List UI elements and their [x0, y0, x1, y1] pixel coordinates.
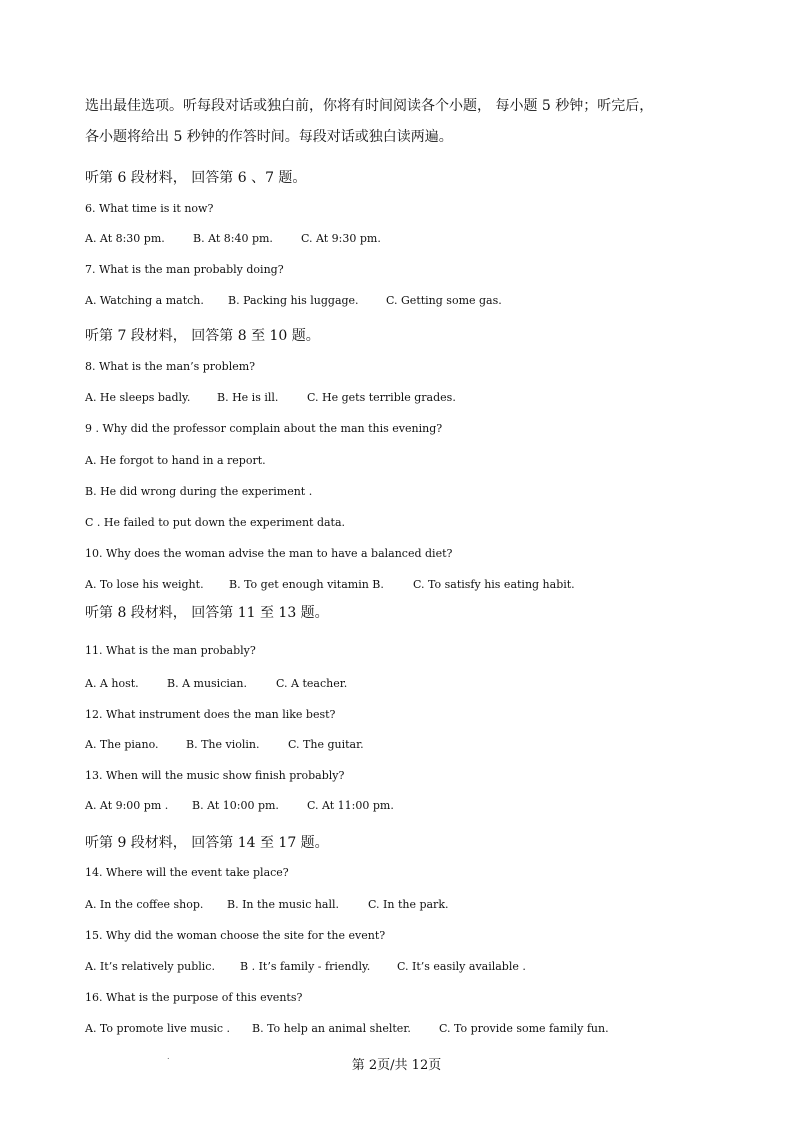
question-7: 7. What is the man probably doing?: [85, 263, 284, 276]
option-a: A. It’s relatively public.: [85, 960, 215, 973]
options-10: [85, 578, 575, 591]
instructions-line-2: 各小题将给出 5 秒钟的作答时间。每段对话或独白读两遍。: [85, 129, 453, 145]
question-9: 9 . Why did the professor complain about the man this evening?: [85, 422, 443, 435]
option-a: A. He sleeps badly.: [85, 391, 191, 404]
option-c: C. It’s easily available .: [397, 960, 526, 973]
option-b: B. Packing his luggage.: [228, 294, 359, 307]
question-8: 8. What is the man’s problem?: [85, 360, 256, 373]
question-13: 13. When will the music show finish probably?: [85, 769, 345, 782]
option-b: B. He is ill.: [217, 391, 279, 404]
options-8: [85, 391, 456, 404]
instructions-line-1: 选出最佳选项。听每段对话或独白前，你将有时间阅读各个小题， 每小题 5 秒钟；听完后，: [85, 98, 654, 114]
option-c: C. A teacher.: [276, 677, 348, 690]
option-a: A. The piano.: [85, 738, 159, 751]
option-9b: B. He did wrong during the experiment .: [85, 485, 313, 498]
option-9a: A. He forgot to hand in a report.: [85, 454, 266, 467]
option-c: C. At 9:30 pm.: [301, 232, 381, 245]
question-16: 16. What is the purpose of this events?: [85, 991, 303, 1004]
option-c: C. The guitar.: [288, 738, 364, 751]
option-a: A. At 8:30 pm.: [85, 232, 165, 245]
options-14: [85, 898, 448, 911]
option-c: C. To satisfy his eating habit.: [413, 578, 575, 591]
options-7: [85, 294, 502, 307]
section-heading-9: 听第 9 段材料， 回答第 14 至 17 题。: [85, 835, 329, 851]
option-a: A. Watching a match.: [85, 294, 204, 307]
option-b: B. At 10:00 pm.: [192, 799, 279, 812]
question-10: 10. Why does the woman advise the man to have a balanced diet?: [85, 547, 453, 560]
section-heading-7: 听第 7 段材料， 回答第 8 至 10 题。: [85, 328, 320, 344]
option-b: B. To get enough vitamin B.: [229, 578, 384, 591]
option-b: B. In the music hall.: [227, 898, 340, 911]
options-13: [85, 799, 394, 812]
option-c: C. At 11:00 pm.: [307, 799, 394, 812]
options-6: [85, 232, 381, 245]
section-heading-8: 听第 8 段材料， 回答第 11 至 13 题。: [85, 605, 329, 621]
question-15: 15. Why did the woman choose the site for the event?: [85, 929, 386, 942]
option-c: C. In the park.: [368, 898, 449, 911]
section-heading-6: 听第 6 段材料， 回答第 6 、7 题。: [85, 170, 307, 186]
options-16: [85, 1022, 609, 1035]
page-footer: 第 2页/共 12页: [351, 1058, 442, 1073]
option-c: C. Getting some gas.: [386, 294, 502, 307]
option-9c: C . He failed to put down the experiment data.: [85, 516, 346, 529]
question-12: 12. What instrument does the man like best?: [85, 708, 336, 721]
option-a: A. A host.: [85, 677, 139, 690]
option-a: A. In the coffee shop.: [85, 898, 204, 911]
options-15: [85, 960, 526, 973]
option-c: C. He gets terrible grades.: [307, 391, 456, 404]
option-a: A. To lose his weight.: [85, 578, 204, 591]
options-11: [85, 677, 347, 690]
option-b: B . It’s family - friendly.: [240, 960, 371, 973]
question-14: 14. Where will the event take place?: [85, 866, 289, 879]
option-c: C. To provide some family fun.: [439, 1022, 609, 1035]
option-b: B. A musician.: [167, 677, 248, 690]
option-b: B. At 8:40 pm.: [193, 232, 273, 245]
question-6: 6. What time is it now?: [85, 202, 214, 215]
question-11: 11. What is the man probably?: [85, 644, 256, 657]
option-a: A. At 9:00 pm .: [85, 799, 169, 812]
option-b: B. To help an animal shelter.: [252, 1022, 411, 1035]
stray-dot: .: [167, 1052, 170, 1061]
option-b: B. The violin.: [186, 738, 260, 751]
option-a: A. To promote live music .: [85, 1022, 231, 1035]
options-12: [85, 738, 364, 751]
